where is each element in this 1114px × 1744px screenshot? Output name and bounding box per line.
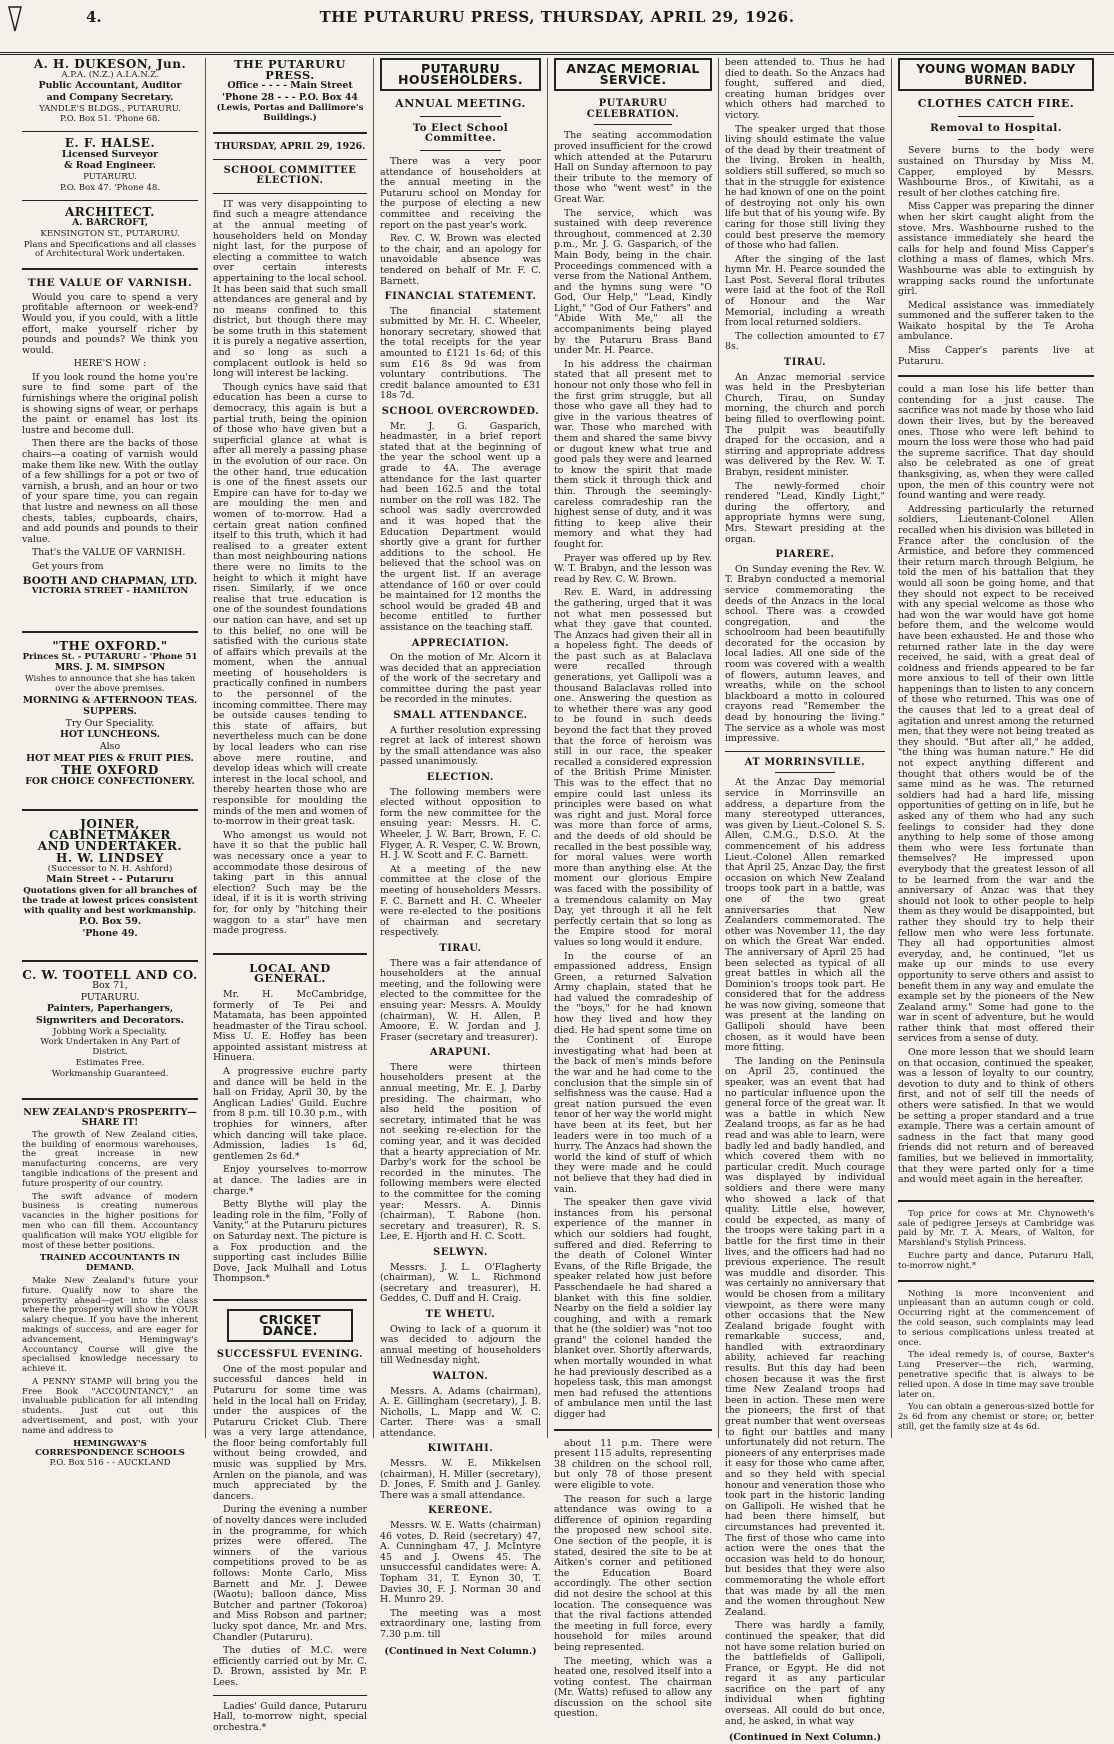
paragraph: Miss Capper's parents live at Putaruru. bbox=[898, 345, 1094, 367]
paragraph: Addressing particularly the returned soldiers, Lieutenant-Colonel Allen recalled when his division was billeted in France after the conclusion of the Armistice, and before they commenced their return march through Belgium, he told the men of his battalion that they would all soon be going home, and that they should not expect to be received with any special welcome as those who had won the war would have got home before them, and the welcome would have been exhausted. He and those who returned rather late in the day were received, he said, with a great deal of coldness and friends appeared to be far more anxious to tell of their own little happenings than to listen to any concern of those who returned. This was one of the causes that led to a great deal of agitation and unrest among the returned men, that they were not being treated as they should. "But after all," he added, "the thing was human nature." He did not expect anything different and thought that others would be of the same mind as he was. The returned soldiers had had a hard life, missing opportunities of getting on in life, but he asked any of them who had any such feelings to consider had they done anything to help some of those among them who were less fortunate than themselves? He impressed upon everybody that the greatest lesson of all to be learned from the war and the anniversary of Anzac was that they should not look to other people to help them as they would be disappointed, but rather they should try to help their fellow men who were less fortunate. They all had opportunities almost everyday, and, he continued, "let us make up our minds to use every opportunity to serve others and assist to benefit them in any way and emulate the example set by the pioneers of the New Zealand army." Some had gone to the war in scent of adventure, but he would rather think that most offered their services from a sense of duty. bbox=[898, 503, 1094, 1045]
paragraph: There was a very poor attendance of householders at the annual meeting in the Putaruru school on Monday for the purpose of electing a new committee and receiving the report on the past year's work. bbox=[380, 155, 541, 231]
ad-line: Workmanship Guaranteed. bbox=[51, 1068, 169, 1079]
masthead bbox=[0, 0, 1114, 55]
paragraph: On Sunday evening the Rev. W. T. Brabyn conducted a memorial service commemorating the deeds of the Anzacs in the local school. There was a crowded congregation, and the schoolroom had been beautifully decorated for the occasion by local ladies. All one side of the room was covered with a wealth of flowers, autumn leaves, and wreaths, while on the school blackboard a motto in coloured crayons read "Remember the dead by honouring the living." The service as a whole was most impressive. bbox=[725, 563, 885, 745]
column-rule bbox=[891, 58, 892, 1438]
subheading: TIRAU. bbox=[439, 942, 482, 954]
paragraph: Severe burns to the body were sustained on Thursday by Miss M. Capper, employed by Messrs. Washbourne Bros., of Kiwitahi, as a result of her clothes catching fire. bbox=[898, 145, 1094, 199]
paragraph: In the course of an empassioned address, Ensign Green, a returned Salvation Army chaplain, stated that he had valued the comradeship of the "boys," for he had known how they lived and how they died. He had spent some time on the Continent of Europe investigating what had been at the back of men's minds before the war and he had come to the conclusion that the simple sin of selfishness was the cause. Had a great nation pursued the even tenor of her way the world might have been at its feet, but her leaders were in too much of a hurry. The Anzacs had shown the world the kind of stuff of which they were made and he could not believe that they had died in vain. bbox=[554, 950, 712, 1195]
article-headline: ANZAC MEMORIAL SERVICE. bbox=[554, 58, 712, 91]
paragraph: Medical assistance was immediately summoned and the sufferer taken to the Waikato hospital by the Te Aroha ambulance. bbox=[898, 299, 1094, 343]
ad-line: BOOTH AND CHAPMAN, LTD. bbox=[22, 574, 198, 587]
subheading: AT MORRINSVILLE. bbox=[744, 756, 866, 768]
paragraph: IT was very disappointing to find such a meagre attendance at the annual meeting of householders held on Monday night last, for the purpose of electing a committee to watch over certain interests appertaining to the local school. It has been said that such small attendances are general and by no means confined to this district, but though there may be some truth in this statement it is purely a negative assertion, and so long as such a complacent outlook is held so long will interest be lacking. bbox=[213, 198, 367, 380]
ad-line: P.O. Box 59. bbox=[78, 916, 142, 928]
paragraph: At the Anzac Day memorial service in Morrinsville an address, a departure from the many stereotyped utterances, was given by Lieut.-Colonel S. S. Allen, C.M.G., D.S.O. At the commencement of his address Lieut.-Colonel Allen remarked that April 25, Anzac Day, the first occasion on which New Zealand troops took part in a battle, was one of the two great anniversaries that New Zealanders commemorated. The other was November 11, the day on which the Great War ended. The anniversary of April 25 had been selected as typical of all great battles in which all the Dominion's troops took part. He considered that for the address he was now giving, someone that was present at the landing on Gallipoli should have been chosen, as it would have been more fitting. bbox=[725, 777, 885, 1054]
paragraph: Messrs. J. L. O'Flagherty (chairman), W. L. Richmond (secretary and treasurer), H. Geddes, C. Duff and H. Craig. bbox=[380, 1261, 541, 1305]
paragraph: Nothing is more inconvenient and unpleasant than an autumn cough or cold. Occurring right at the commencement of the cold season, such complaints may lead to serious complications unless treated at once. bbox=[898, 1288, 1094, 1348]
column-6-news bbox=[898, 58, 1094, 1438]
paragraph: One more lesson that we should learn on that occasion, continued the speaker, was a lesson of loyalty to our country, devotion to duty and to think of others first, and not of self till the needs of others were satisfied. In that we would be setting a proper standard and a true example. There was a certain amount of sadness in the fact that many good friends did not return and of bereaved families, but we believed in immortality, that they were parted only for a time and would meet again in the hereafter. bbox=[898, 1047, 1094, 1186]
article-subheading: To Elect School Committee. bbox=[412, 121, 509, 145]
paragraph: The swift advance of modern business is creating numerous vacancies in the higher positions for men who can fill them. Accountancy qualification will make YOU eligible for most of these better positions. bbox=[22, 1191, 198, 1251]
paragraph: You can obtain a generous-sized bottle for 2s 6d from any chemist or store; or, better still, get the family size at 4s 6d. bbox=[898, 1402, 1094, 1432]
paragraph: The financial statement submitted by Mr. H. C. Wheeler, honorary secretary, showed that the total receipts for the year amounted to £121 1s 6d; of this sum £16 8s 9d was from voluntary contributions. The credit balance amounted to £31 18s 7d. bbox=[380, 305, 541, 402]
ad-line: 'Phone 28 - - - P.O. Box 44 bbox=[222, 91, 358, 103]
divider bbox=[22, 268, 198, 270]
varnish-firm bbox=[22, 576, 198, 597]
ad-line: Also bbox=[99, 740, 121, 752]
ad-line: Box 71, bbox=[92, 980, 128, 992]
ad-line: P.O. Box 47. 'Phone 48. bbox=[59, 182, 161, 193]
paragraph: Ladies' Guild dance, Putaruru Hall, to-morrow night, special orchestra.* bbox=[213, 1700, 367, 1733]
ad-halse bbox=[22, 138, 198, 193]
paragraph: Mr. H. McCambridge, formerly of Te Pei and Matamata, has been appointed headmaster of the Tirau school. Miss U. E. Hoffey has been appointed assistant mistress at Hinuera. bbox=[213, 988, 367, 1064]
editorial-heading: SCHOOL COMMITTEE ELECTION. bbox=[223, 164, 357, 187]
paragraph: P.O. Box 516 - - AUCKLAND bbox=[49, 1458, 171, 1469]
paragraph: The meeting was a most extraordinary one, lasting from 7.30 p.m. till bbox=[380, 1607, 541, 1640]
paragraph: Then there are the backs of those chairs—a coating of varnish would make them like new. With the outlay of a few shillings for a pot or two of varnish, a brush, and an hour or two of your spare time, you can regain that lustre and newness on all those chests, tables, cupboards, chairs, and add pounds and pounds to their value. bbox=[22, 438, 198, 545]
divider bbox=[775, 772, 835, 773]
varnish-body bbox=[22, 293, 198, 573]
paragraph: During the evening a number of novelty dances were included in the programme, for which prizes were offered. The winners of the various competitions proved to be as follows: Monte Carlo, Miss Barnett and Mr. J. Dewee (Waotu); balloon dance, Miss Butcher and partner (Tokoroa) and Miss Robson and partner; lucky spot dance, Mr. and Mrs. Chandler (Putaruru). bbox=[213, 1504, 367, 1643]
column-5-anzac-continued bbox=[725, 57, 885, 1744]
ad-heading: THE VALUE OF VARNISH. bbox=[27, 277, 193, 290]
section-heading: LOCAL AND GENERAL. bbox=[249, 960, 331, 986]
paragraph: That's the VALUE OF VARNISH. bbox=[32, 547, 186, 559]
ad-line: Princes St. - PUTARURU - 'Phone 51 bbox=[22, 651, 198, 662]
ad-oxford bbox=[22, 638, 198, 787]
column-rule bbox=[205, 58, 206, 1438]
divider bbox=[958, 139, 1034, 140]
divider bbox=[898, 1280, 1094, 1282]
divider bbox=[213, 953, 367, 955]
ad-line: Main Street - - Putaruru bbox=[46, 874, 174, 886]
ad-line: PUTARURU. bbox=[83, 171, 137, 182]
ad-line: A.P.A. (N.Z.) A.I.A.N.Z. bbox=[61, 69, 159, 80]
column-rule bbox=[718, 58, 719, 1438]
ad-line: THE OXFORD bbox=[61, 763, 159, 778]
paragraph: There was a fair attendance of householders at the annual meeting, and the following were elected to the committee for the ensuing year: Messrs. A. Mouldy (chairman), W. H. Allen, P. Amoore, E. W. Jordan and J. Fraser (secretary and treasurer). bbox=[380, 957, 541, 1043]
paragraph: could a man lose his life better than contending for a just cause. The sacrifice was not made by those who laid down their lives, but by the bereaved ones. Those who were left behind to mourn the loss were those who had paid the supreme sacrifice. That day should also be celebrated as one of great thanksgiving, as, when they were called upon, the men of this country were not found wanting and were ready. bbox=[898, 384, 1094, 502]
ad-heading: JOINER, CABINETMAKER bbox=[49, 817, 171, 842]
paragraph: A PENNY STAMP will bring you the Free Book "ACCOUNTANCY," an invaluable publication for all intending students. Just cut out this advertisement, and post, with your name and address to bbox=[22, 1376, 198, 1436]
subheading: TE WHETU. bbox=[425, 1308, 496, 1320]
paragraph: The service, which was sustained with deep reverence throughout, commenced at 2.30 p.m., Mr. J. G. Gasparich, of the Main Body, being in the chair. Proceedings commenced with a verse from the National Anthem, and the hymns sung were "O God, Our Help," "Lead, Kindly Light," "God of Our Fathers" and "Abide With Me," all the accompaniments being played by the Putaruru Brass Band under Mr. H. Pearce. bbox=[554, 207, 712, 357]
paragraph: Messrs. A. Adams (chairman), A. E. Gillingham (secretary), J. B. Nicholls, L. Mapp and W. C. Carter. There was a small attendance. bbox=[380, 1385, 541, 1439]
ad-heading: "THE OXFORD." bbox=[52, 638, 168, 653]
paragraph: The duties of M.C. were efficiently carried out by Mr. C. D. Brown, assisted by Mr. P. Lees. bbox=[213, 1645, 367, 1688]
page-number: 4. bbox=[86, 8, 102, 26]
article-subheading: Removal to Hospital. bbox=[930, 121, 1062, 134]
ad-heading: THE PUTARURU PRESS. bbox=[234, 57, 346, 82]
divider bbox=[898, 375, 1094, 377]
paragraph: The growth of New Zealand cities, the building of enormous warehouses, the great increase in new manufacturing concerns, are very tangible indications of the present and future prosperity of our country. bbox=[22, 1129, 198, 1189]
hemingway-body bbox=[22, 1131, 198, 1469]
subheading: SELWYN. bbox=[433, 1246, 488, 1258]
press-box bbox=[213, 59, 367, 124]
paragraph: The ideal remedy is, of course, Baxter's Lung Preserver—the rich, warming, penetrative specific that is always to be relied upon. A dose in time may save trouble later on. bbox=[898, 1350, 1094, 1400]
paragraph: Would you care to spend a very profitable afternoon or week-end? Would you, if you could, with a little effort, make yourself richer by pounds and pounds? We think you would. bbox=[22, 291, 198, 356]
paragraph: The seating accommodation proved insufficient for the crowd which attended at the Putaruru Hall on Sunday afternoon to pay their tribute to the memory of those who "went west" in the Great War. bbox=[554, 130, 712, 205]
ad-line: PUTARURU. bbox=[80, 991, 140, 1003]
ad-line: Signwriters and Decorators. bbox=[36, 1015, 184, 1026]
ad-line: Office - - - - Main Street bbox=[227, 80, 353, 92]
paragraph: One of the most popular and successful dances held in Putaruru for some time was held in the local hall on Friday, under the auspices of the Putaruru Cricket Club. There was a very large attendance, the floor being comfortably full without being crowded, and music was supplied by Mrs. Arnlen on the pianola, and was much appreciated by the dancers. bbox=[213, 1363, 367, 1502]
paragraph: The landing on the Peninsula on April 25, continued the speaker, was an event that had no particular influence upon the general force of the great war. It was a battle in which New Zealand troops, as far as he had read and was able to learn, were badly led and badly handled, and which covered them with no particular credit. Much courage was displayed by individual soldiers and there were many who showed a lack of that quality. Little else, however, could be expected, as many of the troops were taking part in a battle for the first time in their lives, and the officers had had no previous experience. The result was muddle and disorder. This was certainly no anniversary that would be chosen from a military viewpoint, as there were many other occasions that the New Zealand brigade fought with remarkable success, and, handled with extraordinary ability, achieved far reaching results. But this day had been chosen because it was the first time New Zealand troops had been in action. These men were the pioneers, the first of that great number that went overseas to fight our battles and many unfortunately did not return. The pioneers of any enterprises made it easy for those who came after, and so they held with special honour and veneration those who took part in the historic landing on Gallipoli. He wished that he had been there himself, but circumstances had prevented it. The first of those who came into action were the ones that the occasion was held to do honour, but besides that they were also commemorating the whole effort that was made by all the men and the women throughout New Zealand. bbox=[725, 1055, 885, 1618]
ad-line: Wishes to announce that she has taken over the above premises. bbox=[24, 673, 196, 694]
divider bbox=[213, 1299, 367, 1301]
ad-line: FOR CHOICE CONFECTIONERY. bbox=[25, 775, 195, 787]
ad-line: YANDLE'S BLDGS., PUTARURU. bbox=[39, 103, 181, 114]
subheading: KIWITAHI. bbox=[427, 1443, 494, 1455]
divider bbox=[213, 1695, 367, 1696]
column-rule bbox=[373, 58, 374, 1438]
paragraph: An Anzac memorial service was held in the Presbyterian Church, Tirau, on Sunday morning, the church and porch being filled to overflowing point. The pulpit was beautifully draped for the occasion, and a stirring and appropriate address was delivered by the Rev. W. T. Brabyn, resident minister. bbox=[725, 371, 885, 478]
column-rule bbox=[547, 58, 548, 1438]
divider bbox=[213, 193, 367, 194]
article-headline: YOUNG WOMAN BADLY BURNED. bbox=[898, 58, 1094, 91]
divider bbox=[22, 200, 198, 201]
subheading: FINANCIAL STATEMENT. bbox=[384, 291, 537, 303]
paragraph: The collection amounted to £7 8s. bbox=[725, 330, 885, 353]
ad-line: MORNING & AFTERNOON TEAS. bbox=[22, 694, 198, 706]
divider bbox=[22, 131, 198, 132]
paragraph: Euchre party and dance, Putaruru Hall, to-morrow night.* bbox=[898, 1250, 1094, 1271]
paragraph: Though cynics have said that education has been a curse to democracy, this again is but a partial truth, being the opinion of those who have given but a superficial glance at what is after all merely a passing phase in the evolution of our race. On the other hand, true education is one of the finest assets our Empire can have for to-day we are moulding the men and women of to-morrow. Had a certain great nation confined itself to this truth, which it had realised to a greater extent than most neighbouring nations there were no limits to the height to which it might have risen. Similarly, if we once realise that true education is one of the soundest foundations our nation can have, and set up to this belief, no one will be satisfied with the curious state of affairs which prevails at the moment, when the annual meeting of householders is practically confined in numbers to the personnel of the incoming committee. There may be outside causes tending to this state of affairs, but nevertheless much can be done by local leaders who can rise above mere routine, and develop ideas which will create interest in the local school, and thereby hearten those who are responsible for moulding the minds of the men and women of to-morrow in their great task. bbox=[213, 381, 367, 828]
paragraph: Messrs. W. E. Mikkelsen (chairman), H. Miller (secretary), D. Jones, F. Smith and J. Ganley. There was a small attendance. bbox=[380, 1458, 541, 1501]
divider bbox=[420, 150, 501, 151]
paragraph: At a meeting of the new committee at the close of the meeting of householders Messrs. F. C. Barnett and H. C. Wheeler were re-elected to the positions of chairman and secretary respectively. bbox=[380, 863, 541, 939]
paragraph: A further resolution expressing regret at lack of interest shown by the small attendance was also passed unanimously. bbox=[380, 724, 541, 768]
article-headline: CRICKET DANCE. bbox=[227, 1309, 353, 1342]
ad-line: Try Our Speciality. bbox=[65, 717, 155, 729]
paragraph: The reason for such a large attendance was owing to a difference of opinion regarding the proposed new school site. One section of the people, it is stated, desired the site to be at Aitken's corner and petitioned the Education Board accordingly. The other section did not desire the school at this location. The consequence was that the rival factions attended the meeting in full force, every household for miles around being represented. bbox=[554, 1493, 712, 1653]
ad-barcroft bbox=[22, 204, 198, 261]
ad-line: Plans and Specifications and all classes of Architectural Work undertaken. bbox=[23, 239, 197, 260]
paragraph: Who amongst us would not have it so that the public hall was necessary once a year to accommodate those desirous of taking part in this annual election? Such may be the ideal, if it is it is worth striving for, for only by "hitching their waggon to a star" have men made progress. bbox=[213, 829, 367, 937]
paragraph: been attended to. Thus he had died to death. So the Anzacs had fought, suffered and died, creating human bridges over which others had marched to victory. bbox=[725, 57, 885, 121]
ad-line: Work Undertaken in Any Part of District. bbox=[40, 1037, 180, 1058]
paragraph: The following members were elected without opposition to form the new committee for the ensuing year: Messrs. H. C. Wheeler, J. W. Barr, Brown, F. C. Flyger, A. R. Vesper, C. W. Brown, H. J. W. Scott and F. C. Barnett. bbox=[380, 786, 541, 862]
ad-name: A. H. DUKESON, Jun. bbox=[33, 57, 187, 71]
ad-heading: ARCHITECT. bbox=[65, 204, 155, 219]
ad-line: (Lewis, Portas and Dallimore's Buildings.) bbox=[216, 103, 364, 124]
column-3-householders bbox=[380, 58, 541, 1657]
paragraph: Messrs. W. E. Watts (chairman) 46 votes, D. Reid (secretary) 47, A. Cunningham 47, J. McIntyre 45 and J. Owens 45. The unsuccessful candidates were: A. Topham 31, T. Eynon 30, T. Davies 30, F. J. Norman 30 and H. Munro 29. bbox=[380, 1520, 541, 1606]
paragraph: Rev. C. W. Brown was elected to the chair, and an apology for unavoidable absence was tendered on behalf of Mr. F. C. Barnett. bbox=[380, 233, 541, 287]
ad-varnish bbox=[22, 278, 198, 289]
issue-date: THURSDAY, APRIL 29, 1926. bbox=[214, 140, 366, 152]
paragraph: After the singing of the last hymn Mr. H. Pearce sounded the Last Post. Several floral tributes were laid at the foot of the Roll of Honour and the War Memorial, including a wreath from local returned soldiers. bbox=[725, 253, 885, 329]
paragraph: Enjoy yourselves to-morrow at dance. The ladies are in charge.* bbox=[213, 1164, 367, 1197]
paragraph: A progressive euchre party and dance will be held in the hall on Friday, April 30, by the Anglican Ladies' Guild. Euchre from 8 p.m. till 10.30 p.m., with trophies for winners, after which dancing will take place. Admission, ladies 1s 6d, gentlemen 2s 6d.* bbox=[213, 1066, 367, 1162]
ad-line: KENSINGTON ST., PUTARURU. bbox=[40, 228, 180, 239]
divider bbox=[22, 631, 198, 633]
ad-line: Painters, Paperhangers, bbox=[46, 1003, 174, 1015]
ad-name: C. W. TOOTELL AND CO. bbox=[22, 967, 198, 982]
paragraph: Get yours from bbox=[32, 560, 104, 572]
ad-heading: NEW ZEALAND'S PROSPERITY— SHARE IT! bbox=[23, 1106, 197, 1129]
divider bbox=[554, 1429, 712, 1431]
paragraph: There were thirteen householders present at the annual meeting, Mr. E. J. Darby presiding. The chairman, who also held the position of secretary, intimated that he was not seeking re-election for the coming year, and it was decided that a hearty appreciation of Mr. Darby's work for the school be recorded in the minutes. The following members were elected to the committee for the coming year: Messrs. A. Dinnis (chairman), T. Rabone (hon. secretary and treasurer), R. S. Lee, E. Hjorth and H. C. Scott. bbox=[380, 1061, 541, 1243]
article-headline: PUTARURU HOUSEHOLDERS. bbox=[380, 58, 541, 91]
ad-name: E. F. HALSE. bbox=[64, 136, 156, 151]
ad-line: Jobbing Work a Speciality. bbox=[52, 1026, 168, 1037]
continued-note: (Continued in Next Column.) bbox=[728, 1732, 882, 1744]
paragraph: The meeting, which was a heated one, resolved itself into a voting contest. The chairman (Mr. Watts) refused to allow any discussion on the school site question. bbox=[554, 1655, 712, 1720]
subheading: PIARERE. bbox=[775, 549, 835, 561]
subheading: ARAPUNI. bbox=[429, 1047, 491, 1059]
subheading: KEREONE. bbox=[428, 1505, 493, 1517]
paragraph: CORRESPONDENCE SCHOOLS bbox=[35, 1448, 185, 1459]
ad-line: SUPPERS. bbox=[83, 706, 137, 718]
paragraph: Make New Zealand's future your future. Qualify now to share the prosperity ahead—get into the class where the prosperity will show in YOUR salary cheque. If you have the inherent makings of success, and are eager for advancement, Hemingway's Accountancy Course will give the specialised knowledge necessary to achieve it. bbox=[22, 1275, 198, 1375]
ad-line: Licensed Surveyor bbox=[61, 148, 159, 160]
subheading: APPRECIATION. bbox=[411, 637, 510, 649]
ad-heading: AND UNDERTAKER. bbox=[37, 839, 183, 854]
article-subheading: SUCCESSFUL EVENING. bbox=[216, 1349, 364, 1361]
subheading: ELECTION. bbox=[426, 772, 495, 784]
ad-line: and Company Secretary. bbox=[46, 91, 174, 103]
paragraph: The speaker then gave vivid instances from his personal experience of the manner in which our soldiers had fought, suffered and died. Referring to the death of Colonel Winter Evans, of the Rifle Brigade, the speaker related how just before Passchendaele he had shared a blanket with this fine soldier. Nearby on the field a soldier lay coughing, and with a remark that he (the soldier) was "not too grand" the colonel handed the blanket over. Shortly afterwards, when mortally wounded in what he had previously described as a hopeless task, this man amongst men had refused the attentions of ambulance men until the last digger had bbox=[554, 1197, 712, 1421]
subheading: TIRAU. bbox=[783, 357, 827, 369]
column-1-advertisements bbox=[22, 57, 198, 1469]
column-4-anzac bbox=[554, 58, 712, 1720]
ad-line: P.O. Box 51. 'Phone 68. bbox=[59, 114, 161, 125]
divider bbox=[213, 159, 367, 160]
divider bbox=[725, 751, 885, 752]
paragraph: If you look round the home you're sure to find some part of the furnishings where the original polish is showing signs of wear, or perhaps the paint or enamel has lost its lustre and become dull. bbox=[22, 371, 198, 436]
article-subheading: PUTARURU CELEBRATION. bbox=[586, 98, 680, 120]
divider bbox=[420, 116, 501, 117]
paragraph: On the motion of Mr. Alcorn it was decided that an appreciation of the work of the secretary and committee during the past year be recorded in the minutes. bbox=[380, 652, 541, 706]
column-2-editorial bbox=[213, 57, 367, 1733]
divider bbox=[22, 1098, 198, 1100]
paragraph: In his address the chairman stated that all present met to honour not only those who fell in the first grim struggle, but all those who gave all they had to give in the various theatres of war. Those who marched with them and shared the same bivvy or dugout knew what true and good pals they were and learned to know the spirit that made them stick it through thick and thin. Through the seemingly-careless comradeship ran the highest sense of duty, and it was fitting to keep alive their memory and what they had fought for. bbox=[554, 358, 712, 550]
paragraph: about 11 p.m. There were present 115 adults, representing 38 children on the school roll, but only 78 of those present were eligible to vote. bbox=[554, 1437, 712, 1491]
subheading: SCHOOL OVERCROWDED. bbox=[381, 406, 540, 418]
paragraph: Owing to lack of a quorum it was decided to adjourn the annual meeting of householders till Wednesday night. bbox=[380, 1323, 541, 1367]
paragraph: Rev. E. Ward, in addressing the gathering, urged that it was not what men possessed but what they gave that counted. The Anzacs had given their all in a hopeless fight. The deeds of the past such as at Balaclava were recalled through generations, yet Gallipoli was a thousand Balaclavas rolled into one. Answering the question as to whether there was any good to be found in such deeds beyond the fact that they proved that the force of heroism was still in our race, the speaker recalled a considered expression of the British Prime Minister. This was to the effect that no empire could last unless its principles were based on what was right and just. Moral force was more than force of arms, and the deeds of old should be recalled in the best possible way, for moral values were worth more than anything else. At the moment our glorious Empire was faced with the possibility of a tremendous calamity on May Day, yet through it all he felt perfectly certain that so long as the Empire stood for moral values so long would it endure. bbox=[554, 587, 712, 948]
paragraph: The speaker urged that those living should estimate the value of the dead by their treatment of the living. Broken in health, soldiers still suffered, so much so that in the struggle for existence he had known of one on the point of destroying not only his own life but that of his young wife. By caring for those still living they could best preserve the memory of those who had fallen. bbox=[725, 123, 885, 252]
ad-name: H. W. LINDSEY bbox=[56, 851, 164, 866]
ad-line: 'Phone 49. bbox=[82, 928, 138, 940]
divider bbox=[22, 809, 198, 811]
ad-line: & Road Engineer. bbox=[64, 160, 156, 172]
ad-line: Estimates Free. bbox=[75, 1057, 145, 1068]
divider bbox=[594, 124, 672, 125]
subheading: WALTON. bbox=[432, 1370, 489, 1382]
paragraph: Mr. J. G. Gasparich, headmaster, in a brief report stated that at the beginning of the year the school went up a grade to 4A. The average attendance for the last quarter had been 162.5 and the total number on the roll was 182. The school was sadly overcrowded and it was hoped that the Education Department would shortly give a grant for further additions to the school. He believed that the school was on the urgent list. If an average attendance of 160 or over could be maintained for 12 months the school would be graded 4B and become entitled to further assistance on the teaching staff. bbox=[380, 420, 541, 633]
ad-dukeson bbox=[22, 59, 198, 125]
divider bbox=[958, 116, 1034, 117]
ad-tootell bbox=[22, 967, 198, 1080]
paragraph: Prayer was offered up by Rev. W. T. Brabyn, and the lesson was read by Rev. C. W. Brown. bbox=[554, 552, 712, 585]
ad-line: Quotations given for all branches of the trade at lowest prices consistent with quality and best workmanship. bbox=[22, 886, 198, 916]
ad-line: HOT MEAT PIES & FRUIT PIES. bbox=[26, 752, 194, 764]
paragraph: Miss Capper was preparing the dinner when her skirt caught alight from the stove. Mrs. Washbourne rushed to the assistance immediately she heard the calls for help and found Miss Capper's clothing a mass of flames, which Mrs. Washbourne was able to extinguish by wrapping sacks round the unfortunate girl. bbox=[898, 201, 1094, 298]
ad-line: MRS. J. M. SIMPSON bbox=[54, 662, 166, 674]
article-subheading: CLOTHES CATCH FIRE. bbox=[917, 97, 1075, 111]
continued-note: (Continued in Next Column.) bbox=[384, 1645, 537, 1657]
ad-line: A. BARCROFT, bbox=[71, 217, 149, 229]
subheading: SMALL ATTENDANCE. bbox=[393, 710, 528, 722]
paragraph: HEMINGWAY'S bbox=[73, 1438, 147, 1449]
divider bbox=[898, 1200, 1094, 1202]
ad-line: Public Accountant, Auditor bbox=[38, 80, 182, 92]
paragraph: There was hardly a family, continued the speaker, that did not have some relation buried on the battlefields of Gallipoli, France, or Egypt. He did not regard it as any particular sacrifice on the part of any individual when fighting overseas. All could do but once, and, he asked, in what way bbox=[725, 1620, 885, 1727]
paragraph: Top price for cows at Mr. Chynoweth's sale of pedigree Jerseys at Cambridge was paid by Mr. T. A. Mears, of Walton, for Marshland's Stylish Princess. bbox=[898, 1208, 1094, 1249]
ad-line: VICTORIA STREET - HAMILTON bbox=[31, 586, 189, 597]
ad-line: HOT LUNCHEONS. bbox=[60, 729, 160, 741]
masthead-title: THE PUTARURU PRESS, THURSDAY, APRIL 29, 1926. bbox=[319, 8, 795, 26]
paragraph: HERE'S HOW : bbox=[73, 358, 147, 370]
paragraph: TRAINED ACCOUNTANTS IN DEMAND. bbox=[39, 1253, 181, 1274]
paragraph: The newly-formed choir rendered "Lead, Kindly Light," during the offertory, and appropriate hymns were sung, Mrs. Stewart presiding at the organ. bbox=[725, 480, 885, 545]
paragraph: Betty Blythe will play the leading role in the film, "Folly of Vanity," at the Putaruru pictures on Saturday next. The picture is a Fox production and the supporting cast includes Billie Dove, Jack Mulhall and Lotus Thompson.* bbox=[213, 1199, 367, 1285]
divider bbox=[22, 960, 198, 962]
ad-line: (Successor to N. H. Ashford) bbox=[47, 863, 173, 874]
ad-lindsey bbox=[22, 819, 198, 939]
article-subheading: ANNUAL MEETING. bbox=[395, 97, 526, 111]
divider bbox=[213, 132, 367, 134]
